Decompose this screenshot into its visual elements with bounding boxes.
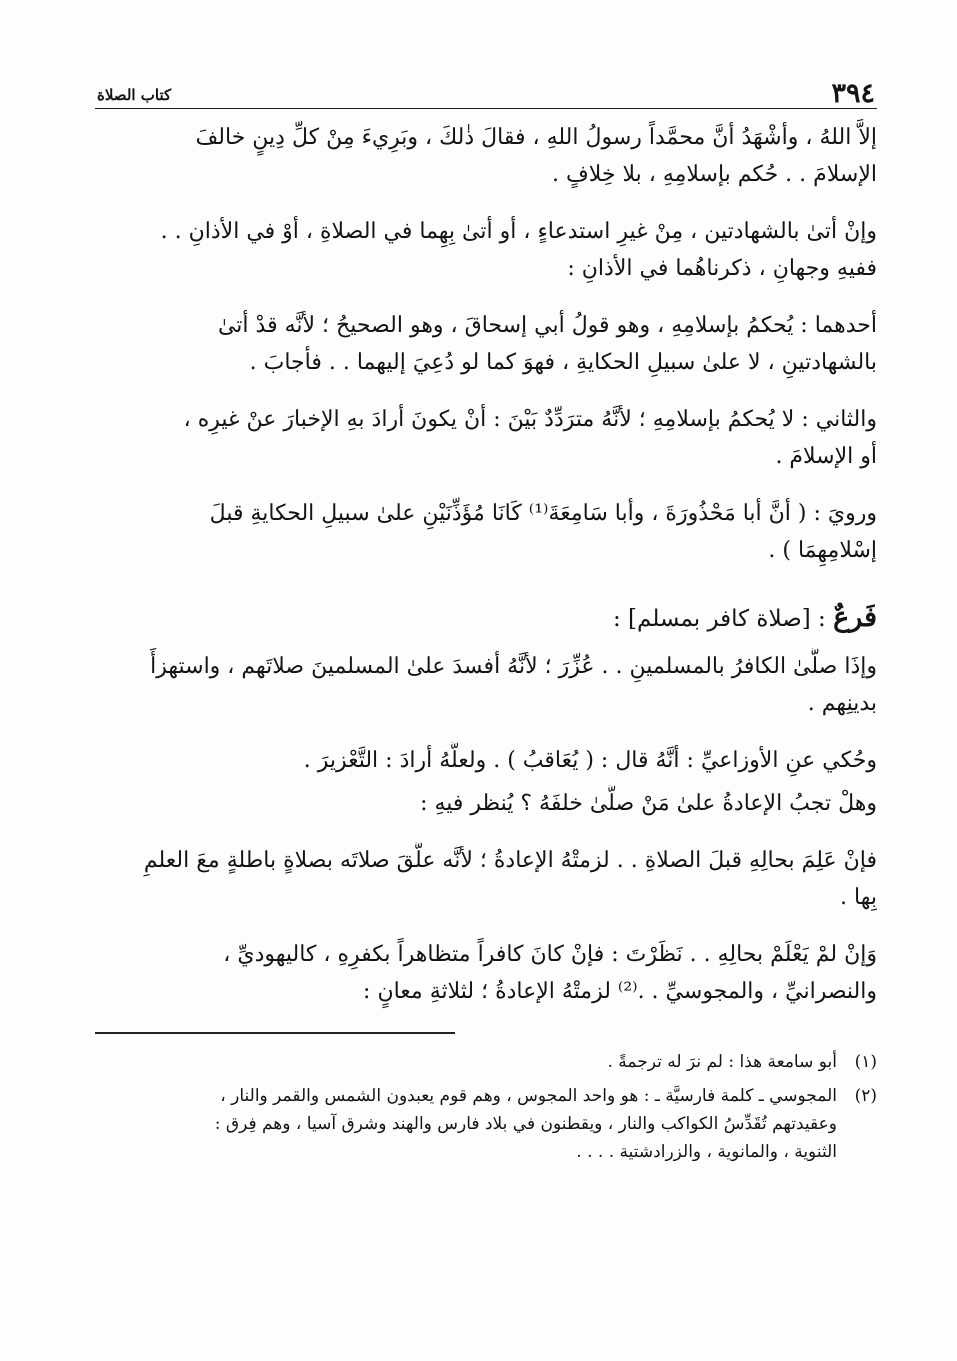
paragraph — [95, 119, 877, 193]
footnote-separator — [95, 1032, 455, 1034]
paragraph — [95, 401, 877, 475]
text-line: بِها . — [840, 885, 877, 910]
book-title: كتاب الصلاة — [97, 86, 172, 104]
text-line: ورويَ : ( أنَّ أبا مَحْذُورَةَ ، وأبا سَامِعَةَ⁽¹⁾ كَانَا مُؤَذِّنَيْنِ علىٰ سبيلِ الحكايةِ قبلَ — [209, 501, 877, 526]
text-line: بدينِهم . — [807, 691, 877, 716]
footnote-line: أبو سامعة هذا : لم نرَ له ترجمةً . — [607, 1052, 837, 1072]
text-line: ففيهِ وجهانِ ، ذكرناهُما في الأذانِ : — [567, 256, 877, 281]
page-number: ٣٩٤ — [831, 78, 875, 109]
text-line: إلاَّ اللهُ ، وأشْهَدُ أنَّ محمَّداً رسولُ اللهِ ، فقالَ ذٰلكَ ، وبَرِيءَ مِنْ كلِّ دِينٍ خالفَ — [195, 125, 877, 150]
footnote-number: (١) — [854, 1052, 877, 1072]
text-line: أو الإسلامَ . — [775, 444, 877, 469]
footnote-line: الثنوية ، والمانوية ، والزرادشتية . . . . — [576, 1142, 837, 1162]
text-line: بالشهادتينِ ، لا علىٰ سبيلِ الحكايةِ ، فهوَ كما لو دُعِيَ إليهما . . فأجابَ . — [249, 350, 877, 375]
paragraph — [95, 742, 877, 779]
footnote — [95, 1048, 877, 1076]
main-text — [95, 119, 877, 1010]
footnote — [95, 1082, 877, 1166]
text-line: فإنْ عَلِمَ بحالِهِ قبلَ الصلاةِ . . لزمتْهُ الإعادةُ ؛ لأنَّه علَّقَ صلاتَه بصلاةٍ باطلةٍ معَ العلمِ — [143, 848, 877, 873]
section-heading-word: فَرعٌ — [833, 602, 877, 633]
paragraph — [95, 648, 877, 722]
text-line: والثاني : لا يُحكمُ بإسلامِهِ ؛ لأنَّهُ مترَدِّدٌ بَيْنَ : أنْ يكونَ أرادَ بهِ الإخبارَ عنْ غيرِه ، — [183, 407, 877, 432]
text-line: وإنْ أتىٰ بالشهادتين ، مِنْ غيرِ استدعاءٍ ، أو أتىٰ بِهِما في الصلاةِ ، أوْ في الأذانِ . . — [160, 219, 877, 244]
section-heading-title: : [صلاة كافر بمسلم] : — [612, 606, 826, 632]
text-line: الإسلامَ . . حُكم بإسلامِهِ ، بلا خِلافٍ . — [551, 162, 877, 187]
footnotes — [95, 1048, 877, 1166]
text-line: وَإنْ لمْ يَعْلَمْ بحالِهِ . . نَظَرْتَ : فإنْ كانَ كافراً متظاهراً بكفرِهِ ، كاليهوديِّ ، — [223, 942, 877, 967]
paragraph — [95, 495, 877, 569]
text-line: إسْلامِهِمَا ) . — [768, 538, 877, 563]
book-page — [95, 78, 877, 1338]
text-line: وحُكي عنِ الأوزاعيِّ : أنَّهُ قال : ( يُعَاقبُ ) . ولعلَّهُ أرادَ : التَّعْزيرَ . — [303, 748, 877, 773]
text-line: أحدهما : يُحكمُ بإسلامِهِ ، وهو قولُ أبي إسحاقَ ، وهو الصحيحُ ؛ لأنَّه قدْ أتىٰ — [217, 313, 877, 338]
text-line: والنصرانيِّ ، والمجوسيِّ . .⁽²⁾ لزمتْهُ الإعادةُ ؛ لثلاثةِ معانٍ : — [363, 979, 877, 1004]
text-line: وهلْ تجبُ الإعادةُ علىٰ مَنْ صلَّىٰ خلفَهُ ؟ يُنظر فيهِ : — [420, 791, 877, 816]
paragraph — [95, 307, 877, 381]
footnote-text — [95, 1082, 837, 1166]
footnote-line: المجوسي ـ كلمة فارسيَّة ـ : هو واحد المجوس ، وهم قوم يعبدون الشمس والقمر والنار ، — [220, 1086, 837, 1106]
paragraph — [95, 213, 877, 287]
text-line: وإذَا صلَّىٰ الكافرُ بالمسلمينِ . . عُزِّرَ ؛ لأنَّهُ أفسدَ علىٰ المسلمينَ صلاتَهم ، واستهزأَ — [150, 654, 877, 679]
footnote-line: وعقيدتهم تُقَدِّسُ الكواكب والنار ، ويقطنون في بلاد فارس والهند وشرق آسيا ، وهم فِرق : — [214, 1114, 837, 1134]
page-header — [95, 78, 877, 109]
paragraph — [95, 936, 877, 1010]
paragraph — [95, 785, 877, 822]
section-heading — [95, 599, 877, 638]
paragraph — [95, 842, 877, 916]
footnote-text — [95, 1048, 837, 1076]
footnote-number: (٢) — [854, 1086, 877, 1106]
